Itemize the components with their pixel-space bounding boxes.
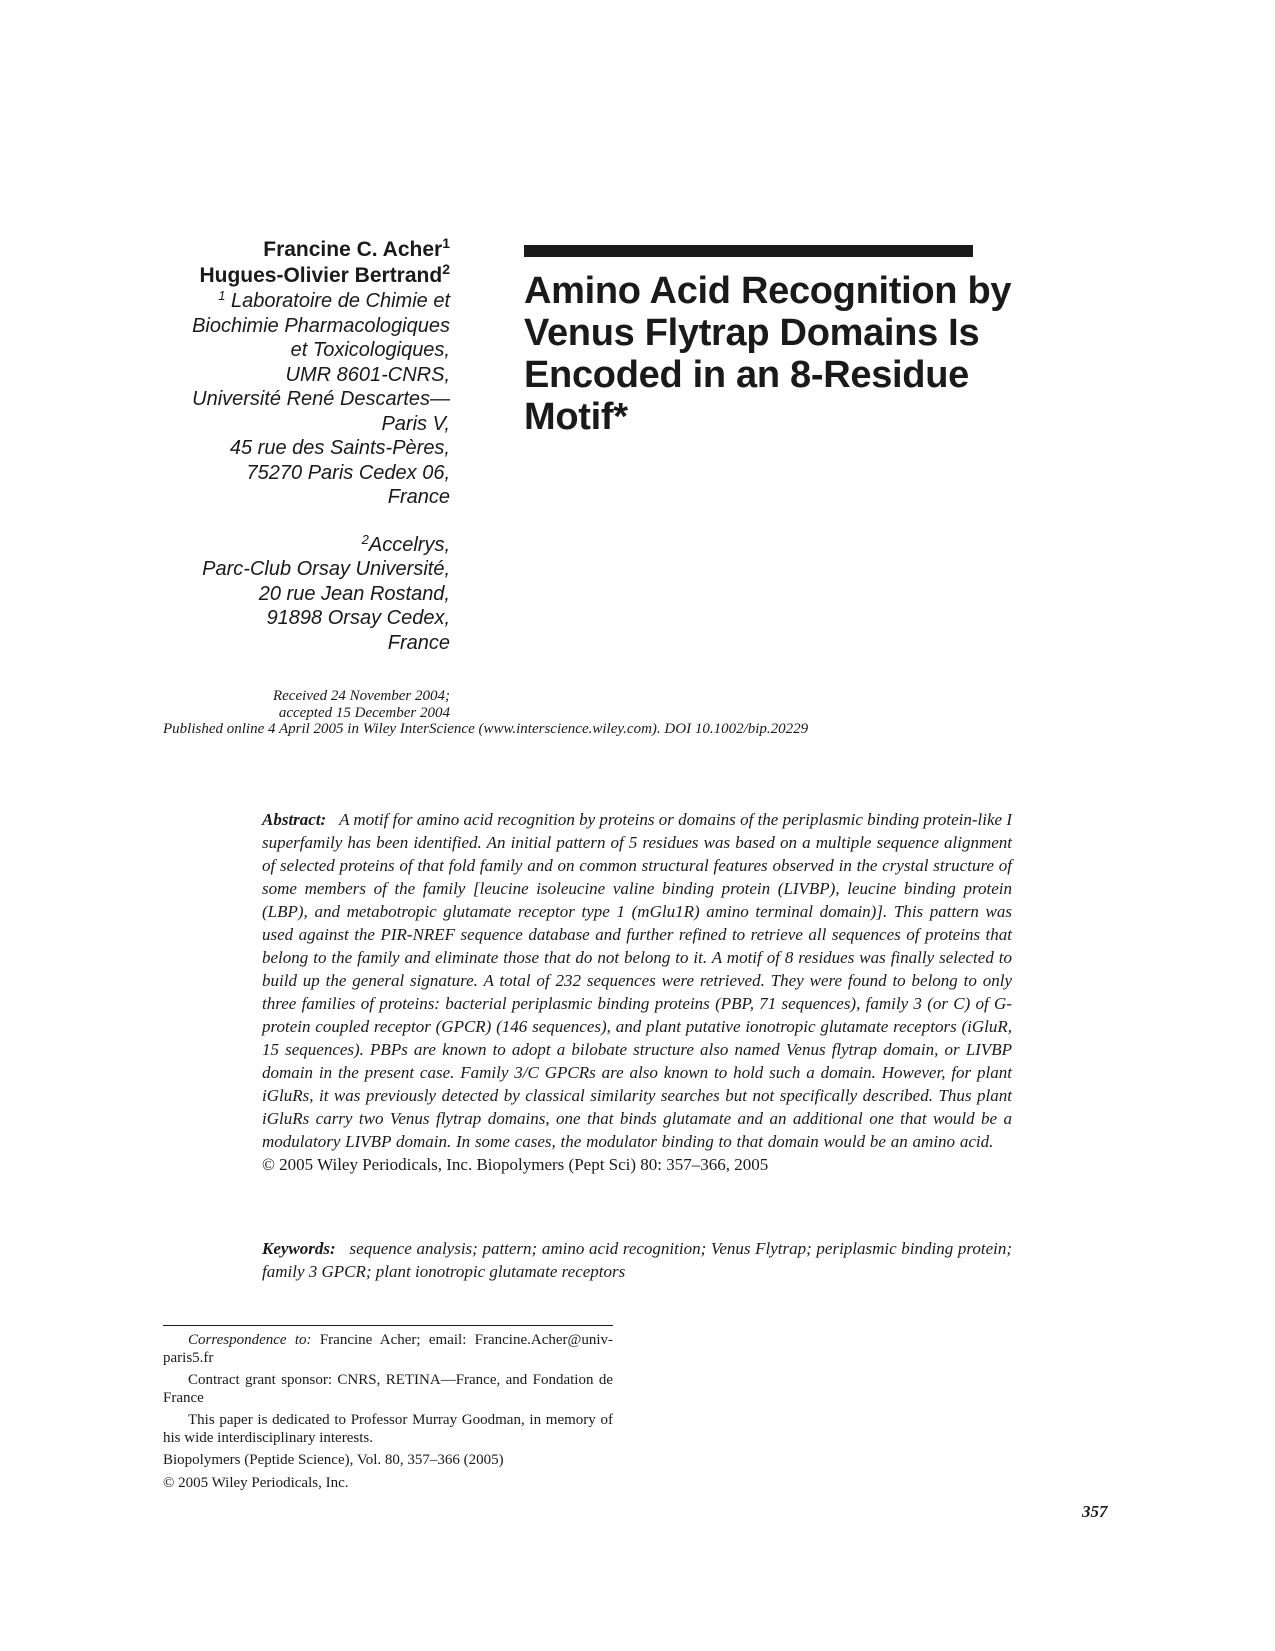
author-name: Francine C. Acher$^1$ — [263, 235, 450, 261]
publication-info: Published online 4 April 2005 in Wiley InterScience (www.interscience.wiley.com). DOI 10.1002/bip.20229 — [163, 721, 809, 737]
footnote-copyright: © 2005 Wiley Periodicals, Inc. — [163, 1475, 349, 1491]
received-dates: Received 24 November 2004; accepted 15 December 2004 — [272, 688, 450, 721]
affiliation-2: $^2$Accelrys, Parc-Club Orsay Université, 20 rue Jean Rostand, 91898 Orsay Cedex, France — [202, 531, 450, 654]
keywords-text: sequence analysis; pattern; amino acid recognition; Venus Flytrap; periplasmic binding protein; family 3 GPCR; plant ionotropic glutamate receptors — [262, 1239, 1013, 1281]
footnote-journal: Biopolymers (Peptide Science), Vol. 80, 357–366 (2005) — [163, 1452, 504, 1468]
abstract — [262, 808, 1012, 1176]
keywords-label: Keywords: — [262, 1239, 336, 1258]
abstract-copyright: © 2005 Wiley Periodicals, Inc. Biopolymers (Pept Sci) 80: 357–366, 2005 — [262, 1155, 769, 1174]
abstract-label: Abstract: — [262, 810, 327, 829]
abstract-text: A motif for amino acid recognition by proteins or domains of the periplasmic binding protein-like I superfamily has been identified. An initial pattern of 5 residues was based on a multiple sequence alignment of selected proteins of that fold family and on common structural features observed in the crystal structure of some members of the family [leucine isoleucine valine binding protein (LIVBP), leucine binding protein (LBP), and metabotropic glutamate receptor type 1 (mGlu1R) amino terminal domain)]. This pattern was used against the PIR-NREF sequence database and further refined to retrieve all sequences of proteins that belong to the family and eliminate those that do not belong to it. A motif of 8 residues was finally selected to build up the general signature. A total of 232 sequences were retrieved. They were found to belong to only three families of proteins: bacterial periplasmic binding proteins (PBP, 71 sequences), family 3 (or C) of G-protein coupled receptor (GPCR) (146 sequences), and plant putative ionotropic glutamate receptors (iGluR, 15 sequences). PBPs are known to adopt a bilobate structure also named Venus flytrap domain, or LIVBP domain in the present case. Family 3/C GPCRs are also known to hold such a domain. However, for plant iGluRs, it was previously detected by classical similarity searches but not specifically described. Thus plant iGluRs carry two Venus flytrap domains, one that binds glutamate and an additional one that would be a modulatory LIVBP domain. In some cases, the modulator binding to that domain would be an amino acid. — [262, 810, 1012, 1151]
affiliation-1: $^1$ Laboratoire de Chimie et Biochimie Pharmacologiques et Toxicologiques, UMR 8601-CNRS, Université René Descartes— Paris V, 45 rue des Saints-Pères, 75270 Paris Cedex 06, France — [192, 288, 450, 508]
footnote-grant: Contract grant sponsor: CNRS, RETINA—France, and Fondation de France — [163, 1372, 613, 1406]
footnote-correspondence: Correspondence to: Francine Acher; email: Francine.Acher@univ-paris5.fr — [163, 1332, 613, 1366]
title-rule — [524, 245, 973, 257]
author-name: Hugues-Olivier Bertrand$^2$ — [199, 261, 450, 287]
keywords — [262, 1237, 1012, 1283]
article-title: Amino Acid Recognition by Venus Flytrap Domains Is Encoded in an 8-Residue Motif* — [524, 270, 1012, 438]
footnote-dedication: This paper is dedicated to Professor Murray Goodman, in memory of his wide interdisciplinary interests. — [163, 1412, 613, 1446]
footnote-rule — [163, 1325, 613, 1326]
footnotes — [163, 1331, 613, 1497]
page-number: 357 — [1082, 1502, 1108, 1521]
author-block — [150, 237, 450, 655]
